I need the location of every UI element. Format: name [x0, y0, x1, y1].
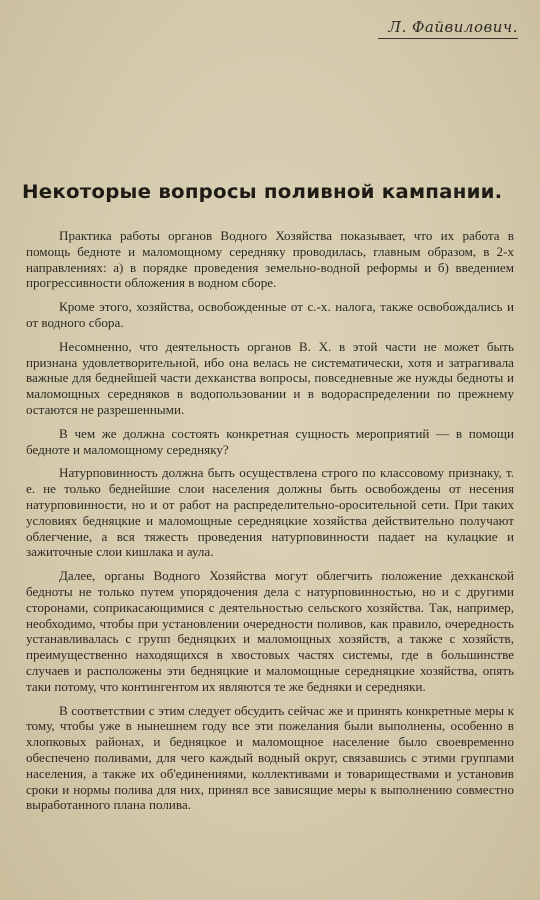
article-body	[26, 228, 514, 821]
paragraph: В соответствии с этим следует обсудить сейчас же и принять конкретные меры к тому, чтобы уже в нынешнем году все эти пожелания были выполнены, особенно в хлопковых районах, и бедняцкое и маломощное население было своевременно обеспечено поливами, для чего каждый водный округ, связавшись с этими группами населения, а также их об'единениями, коллективами и товариществами и установив сроки и нормы полива для них, принял все зависящие меры к выполнению совместно выработанного плана полива.	[26, 702, 514, 813]
paragraph: В чем же должна состоять конкретная сущность мероприятий — в помощи бедноте и маломощному середняку?	[26, 425, 514, 457]
paragraph: Далее, органы Водного Хозяйства могут облегчить положение дехканской бедноты не только путем упорядочения дела с натурповинностью, но и с другими сторонами, соприкасающимися с деятельностью сельского хозяйства. Так, например, необходимо, чтобы при установлении очередности поливов, как правило, очередность устанавливалась с групп бедняцких и маломощных хозяйств, а также с хозяйств, преимущественно находящихся в хвостовых частях системы, где в большинстве случаев и расположены эти бедняцкие и маломощные середняцкие хозяйства, опять таки потому, что контингентом их являются те же бедняки и середняки.	[26, 568, 514, 694]
article-title: Некоторые вопросы поливной кампании.	[22, 181, 503, 203]
author-name: Л. Файвилович.	[378, 18, 518, 39]
paragraph: Натурповинность должна быть осуществлена строго по классовому признаку, т. е. не только беднейшие слои населения должны быть освобождены от несения натурповинности, но и от работ на распределительно-оросительной сети. При таких условиях бедняцкие и маломощные середняцкие хозяйства действительно получают облегчение, а вся тяжесть проведения натурповинности падает на кулацкие и зажиточные слои кишлака и аула.	[26, 465, 514, 560]
paragraph: Несомненно, что деятельность органов В. Х. в этой части не может быть признана удовлетворительной, ибо она велась не систематически, хотя и затрагивала важные для беднейшей части дехканства вопросы, повседневные же нужды бедноты и маломощных середняков в водопользовании и в водораспределении по прежнему остаются не разрешенными.	[26, 338, 514, 417]
paragraph: Практика работы органов Водного Хозяйства показывает, что их работа в помощь бедноте и маломощному середняку проводилась, главным образом, в 2-х направлениях: а) в порядке проведения земельно-водной реформы и б) введением прогрессивности обложения в водном сборе.	[26, 228, 514, 291]
paragraph: Кроме этого, хозяйства, освобожденные от с.-х. налога, также освобождались и от водного сбора.	[26, 299, 514, 330]
